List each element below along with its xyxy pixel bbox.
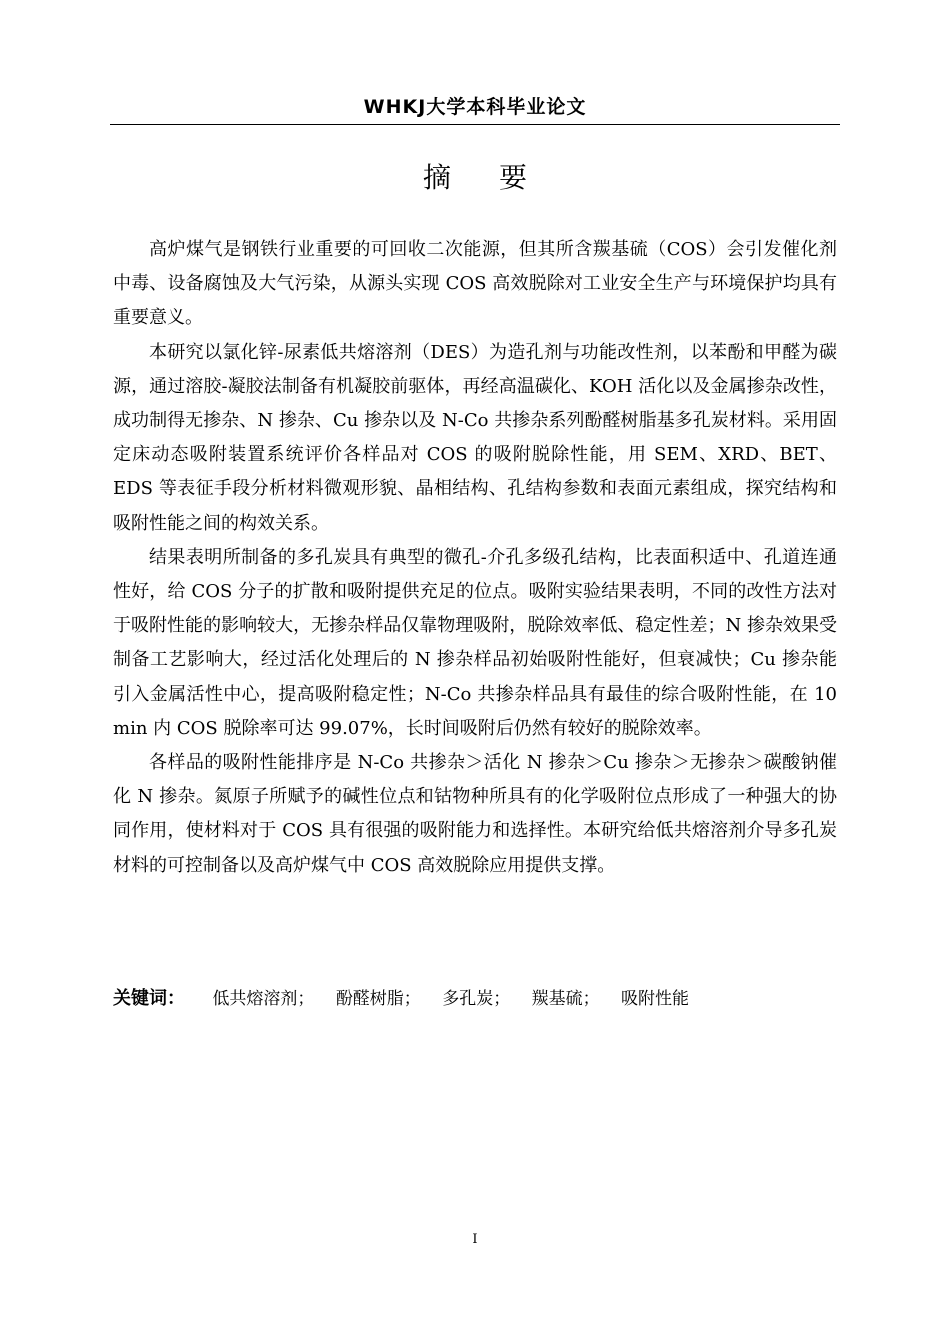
keyword-item: 吸附性能 [621, 989, 690, 1009]
keywords-line [113, 985, 837, 1013]
header-divider [110, 124, 840, 125]
abstract-paragraph-3: 结果表明所制备的多孔炭具有典型的微孔-介孔多级孔结构，比表面积适中、孔道连通性好，给 COS 分子的扩散和吸附提供充足的位点。吸附实验结果表明，不同的改性方法对于吸附性能的影响较大，无掺杂样品仅靠物理吸附，脱除效率低、稳定性差；N 掺杂效果受制备工艺影响大，经过活化处理后的 N 掺杂样品初始吸附性能好，但衰减快；Cu 掺杂能引入金属活性中心，提高吸附稳定性；N-Co 共掺杂样品具有最佳的综合吸附性能，在 10 min 内 COS 脱除率可达 99.07%，长时间吸附后仍然有较好的脱除效率。 [113, 546, 837, 739]
abstract-paragraph-4: 各样品的吸附性能排序是 N-Co 共掺杂＞活化 N 掺杂＞Cu 掺杂＞无掺杂＞碳酸钠催化 N 掺杂。氮原子所赋予的碱性位点和钴物种所具有的化学吸附位点形成了一种强大的协同作用，使材料对于 COS 具有很强的吸附能力和选择性。本研究给低共熔溶剂介导多孔炭材料的可控制备以及高炉煤气中 COS 高效脱除应用提供支撑。 [113, 752, 837, 876]
keyword-item: 羰基硫； [531, 989, 600, 1009]
page-number: I [472, 1232, 478, 1247]
page-header: WHKJ大学本科毕业论文 [363, 96, 587, 118]
keyword-item: 酚醛树脂； [335, 989, 421, 1009]
abstract-body [113, 233, 837, 883]
keyword-item: 低共熔溶剂； [212, 989, 315, 1009]
abstract-paragraph-1: 高炉煤气是钢铁行业重要的可回收二次能源，但其所含羰基硫（COS）会引发催化剂中毒、设备腐蚀及大气污染，从源头实现 COS 高效脱除对工业安全生产与环境保护均具有重要意义。 [113, 239, 837, 329]
abstract-paragraph-2: 本研究以氯化锌-尿素低共熔溶剂（DES）为造孔剂与功能改性剂，以苯酚和甲醛为碳源，通过溶胶-凝胶法制备有机凝胶前驱体，再经高温碳化、KOH 活化以及金属掺杂改性，成功制得无掺杂、N 掺杂、Cu 掺杂以及 N-Co 共掺杂系列酚醛树脂基多孔炭材料。采用固定床动态吸附装置系统评价各样品对 COS 的吸附脱除性能，用 SEM、XRD、BET、EDS 等表征手段分析材料微观形貌、晶相结构、孔结构参数和表面元素组成，探究结构和吸附性能之间的构效关系。 [113, 341, 837, 534]
abstract-title: 摘要 [422, 161, 575, 194]
keywords-label: 关键词： [113, 988, 185, 1009]
keyword-item: 多孔炭； [442, 989, 511, 1009]
